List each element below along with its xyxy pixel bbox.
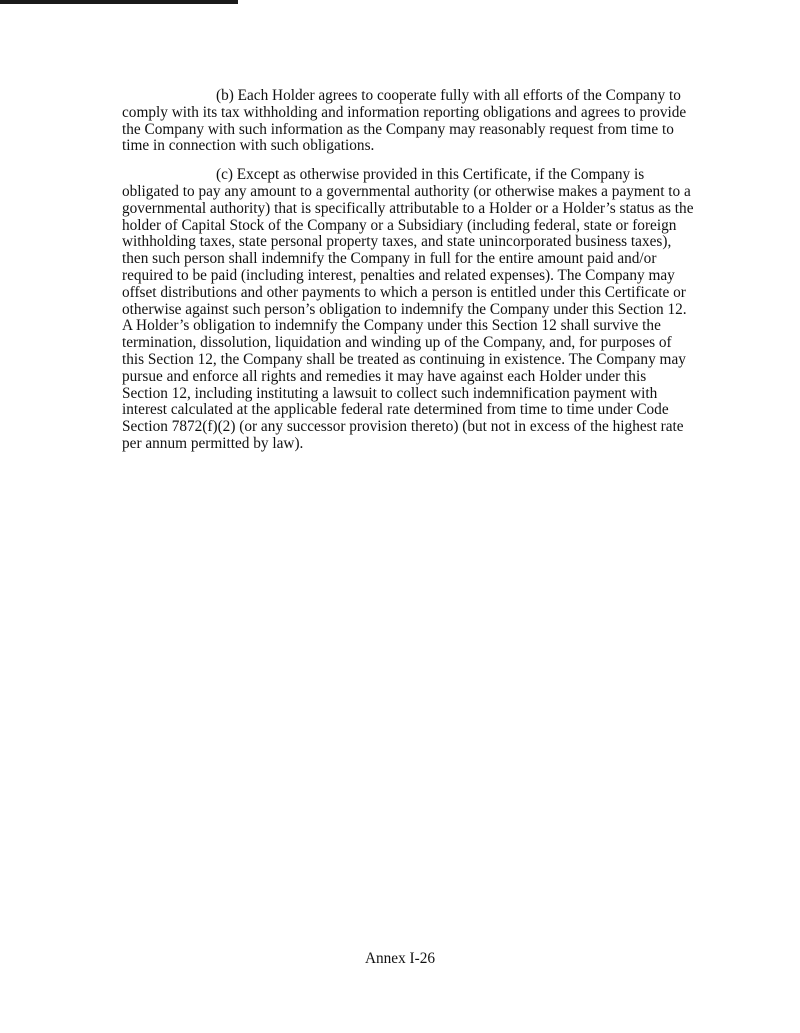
paragraph-c-line: otherwise against such person’s obligation to indemnify the Company under this Section 12. [122, 300, 687, 318]
paragraph-c-line: this Section 12, the Company shall be treated as continuing in existence. The Company may [122, 350, 686, 368]
paragraph-b-line: (b) Each Holder agrees to cooperate fully with all efforts of the Company to [216, 87, 681, 104]
paragraph-c-line: per annum permitted by law). [122, 434, 304, 452]
paragraph-c-line: obligated to pay any amount to a governmental authority (or otherwise makes a payment to a [122, 182, 691, 200]
paragraph-b [122, 88, 720, 155]
paragraph-c-line: holder of Capital Stock of the Company or a Subsidiary (including federal, state or foreign [122, 216, 677, 234]
paragraph-c-line: offset distributions and other payments to which a person is entitled under this Certificate or [122, 283, 686, 301]
paragraph-c-line: pursue and enforce all rights and remedies it may have against each Holder under this [122, 367, 647, 385]
paragraph-b-line: time in connection with such obligations. [122, 137, 375, 155]
paragraph-c-line: (c) Except as otherwise provided in this Certificate, if the Company is [216, 166, 645, 184]
paragraph-c-line: interest calculated at the applicable federal rate determined from time to time under Code [122, 401, 669, 419]
scan-edge-mark [0, 0, 238, 4]
paragraph-c-line: Section 7872(f)(2) (or any successor provision thereto) (but not in excess of the highest rate [122, 418, 684, 436]
paragraph-c-line: A Holder’s obligation to indemnify the Company under this Section 12 shall survive the [122, 317, 661, 335]
paragraph-c-line: withholding taxes, state personal property taxes, and state unincorporated business taxes), [122, 233, 672, 251]
page-number: Annex I-26 [364, 950, 436, 967]
document-body [122, 88, 720, 453]
paragraph-c-line: required to be paid (including interest, penalties and related expenses). The Company may [122, 266, 675, 284]
paragraph-c-line: termination, dissolution, liquidation and winding up of the Company, and, for purposes of [122, 334, 672, 352]
paragraph-c-line: governmental authority) that is specifically attributable to a Holder or a Holder’s status as the [122, 199, 694, 217]
paragraph-b-line: comply with its tax withholding and information reporting obligations and agrees to provide [122, 103, 687, 121]
paragraph-c-line: Section 12, including instituting a lawsuit to collect such indemnification payment with [122, 384, 658, 402]
paragraph-c-line: then such person shall indemnify the Company in full for the entire amount paid and/or [122, 250, 657, 268]
paragraph-b-line: the Company with such information as the Company may reasonably request from time to [122, 120, 674, 138]
paragraph-c [122, 167, 720, 453]
